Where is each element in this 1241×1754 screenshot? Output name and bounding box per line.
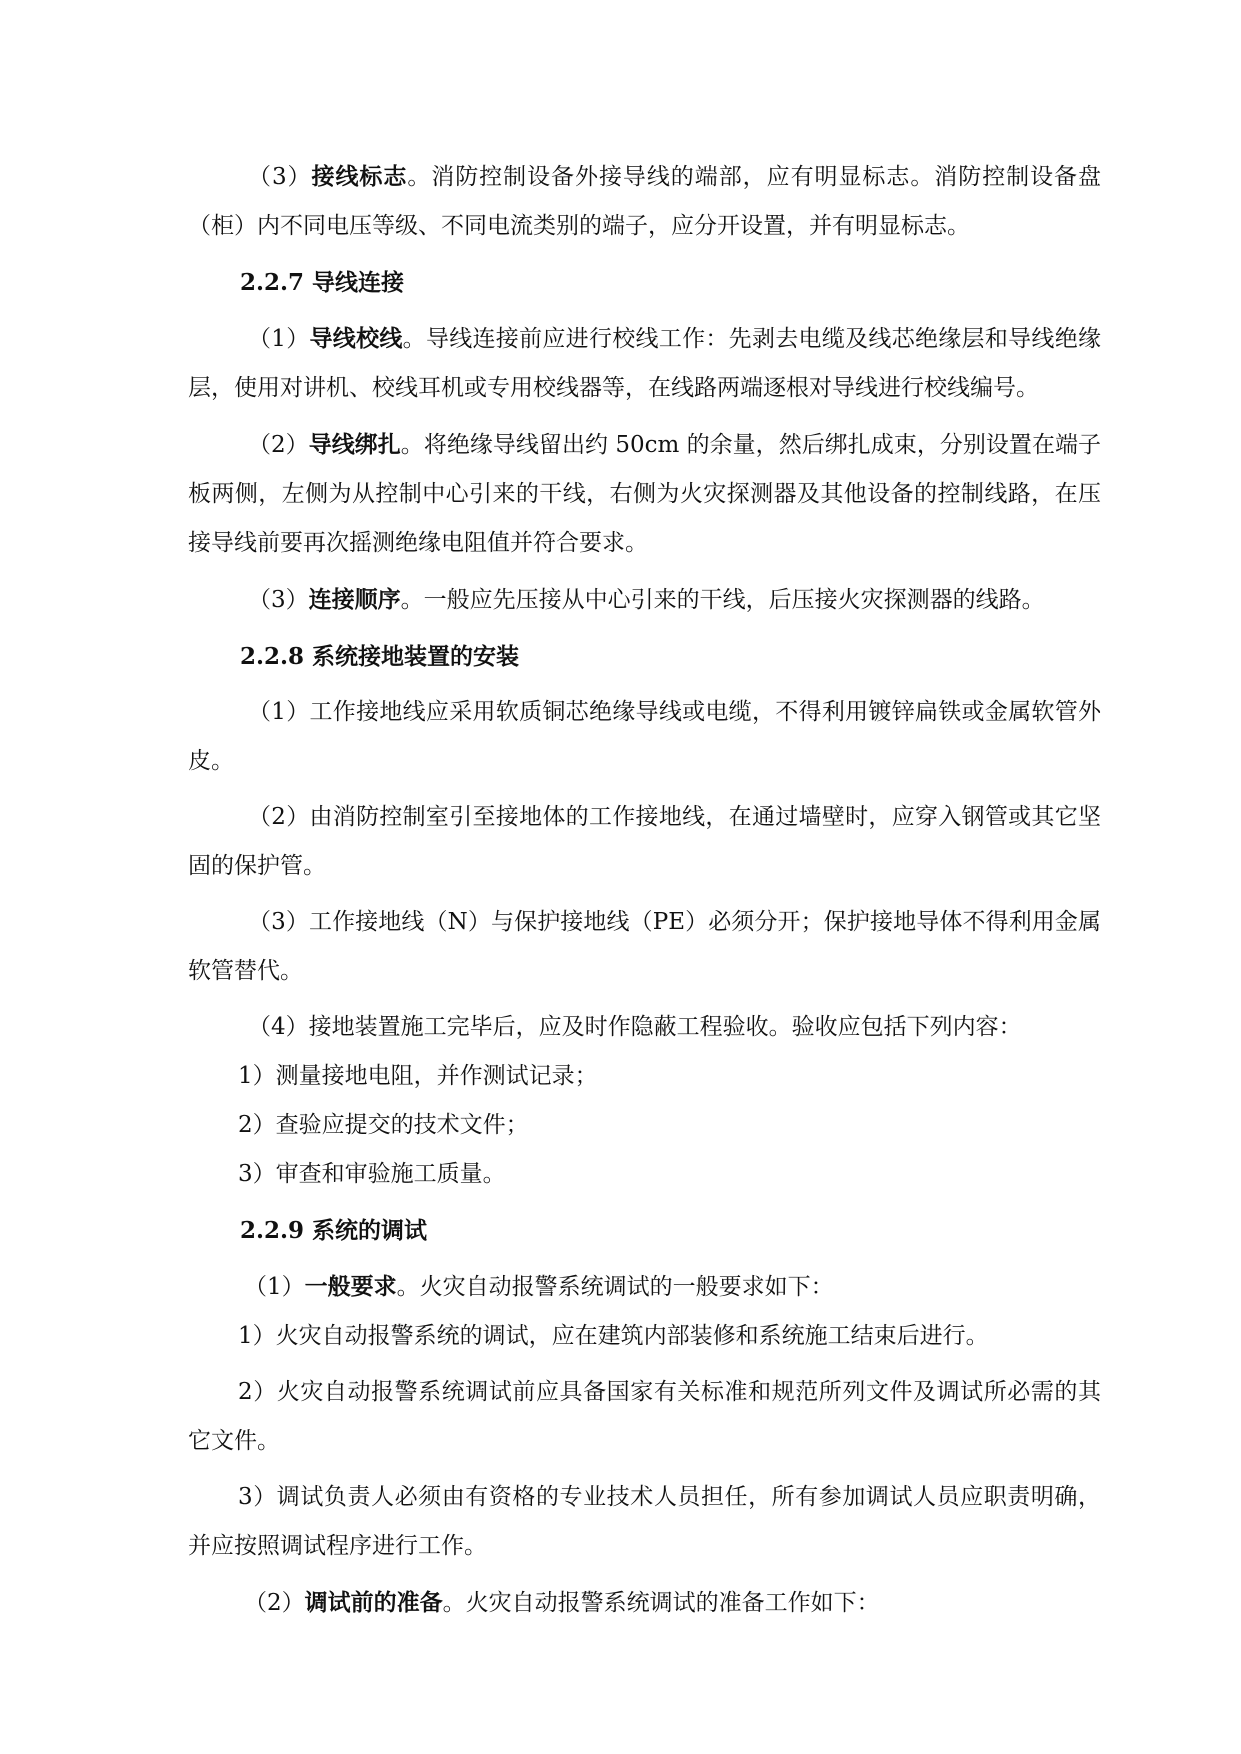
paragraph-wiring-marks — [188, 152, 1101, 251]
paragraph-grounding-2: （2）由消防控制室引至接地体的工作接地线，在通过墙壁时，应穿入钢管或其它坚固的保护管。 — [188, 804, 1101, 879]
item-number: （1） — [248, 326, 310, 352]
list-item-2: 2）查验应提交的技术文件； — [238, 1112, 529, 1138]
paragraph-wire-binding — [188, 420, 1101, 568]
item-number: （2） — [244, 1590, 305, 1616]
paragraph-connection-order — [188, 575, 1101, 625]
paragraph-requirement-3: 3）调试负责人必须由有资格的专业技术人员担任，所有参加调试人员应职责明确，并应按照调试程序进行工作。 — [188, 1484, 1101, 1559]
list-item-3: 3）审查和审验施工质量。 — [238, 1161, 506, 1187]
paragraph-text: 。消防控制设备外接导线的端部，应有明显标志。消防控制设备盘（柜）内不同电压等级、不同电流类别的端子，应分开设置，并有明显标志。 — [188, 164, 1101, 239]
list-item-1: 1）测量接地电阻，并作测试记录； — [238, 1063, 598, 1089]
item-number: （3） — [248, 587, 309, 613]
item-number: （3） — [248, 164, 312, 190]
bold-term: 调试前的准备 — [304, 1589, 443, 1616]
section-heading-2-2-9: 2.2.9 系统的调试 — [240, 1217, 428, 1244]
paragraph-text: 。将绝缘导线留出约 50cm 的余量，然后绑扎成束，分别设置在端子板两侧，左侧为从控制中心引来的干线，右侧为火灾探测器及其他设备的控制线路，在压接导线前要再次摇测绝缘电阻值并符合要求。 — [188, 432, 1101, 556]
bold-term: 导线绑扎 — [308, 431, 401, 458]
paragraph-text: 。火灾自动报警系统调试的准备工作如下： — [442, 1590, 880, 1616]
item-number: （1） — [244, 1274, 305, 1300]
bold-term: 接线标志 — [311, 163, 408, 190]
paragraph-general-requirements — [188, 1262, 1101, 1312]
paragraph-text: 。一般应先压接从中心引来的干线，后压接火灾探测器的线路。 — [400, 587, 1045, 613]
paragraph-requirement-1: 1）火灾自动报警系统的调试，应在建筑内部装修和系统施工结束后进行。 — [238, 1323, 989, 1349]
paragraph-grounding-3: （3）工作接地线（N）与保护接地线（PE）必须分开；保护接地导体不得利用金属软管替代。 — [188, 909, 1101, 984]
section-heading-2-2-7: 2.2.7 导线连接 — [240, 269, 405, 296]
bold-term: 一般要求 — [304, 1273, 397, 1300]
paragraph-wire-checking — [188, 314, 1101, 413]
paragraph-requirement-2: 2）火灾自动报警系统调试前应具备国家有关标准和规范所列文件及调试所必需的其它文件。 — [188, 1379, 1101, 1454]
section-heading-2-2-8: 2.2.8 系统接地装置的安装 — [240, 643, 520, 670]
paragraph-grounding-1: （1）工作接地线应采用软质铜芯绝缘导线或电缆，不得利用镀锌扁铁或金属软管外皮。 — [188, 699, 1101, 774]
paragraph-text: 。火灾自动报警系统调试的一般要求如下： — [396, 1274, 834, 1300]
item-number: （2） — [248, 432, 309, 458]
paragraph-preparation — [188, 1578, 1101, 1628]
bold-term: 导线校线 — [309, 325, 403, 352]
paragraph-grounding-4: （4）接地装置施工完毕后，应及时作隐蔽工程验收。验收应包括下列内容： — [248, 1014, 1022, 1040]
paragraph-text: 。导线连接前应进行校线工作：先剥去电缆及线芯绝缘层和导线绝缘层，使用对讲机、校线耳机或专用校线器等，在线路两端逐根对导线进行校线编号。 — [188, 326, 1102, 401]
bold-term: 连接顺序 — [308, 586, 401, 613]
